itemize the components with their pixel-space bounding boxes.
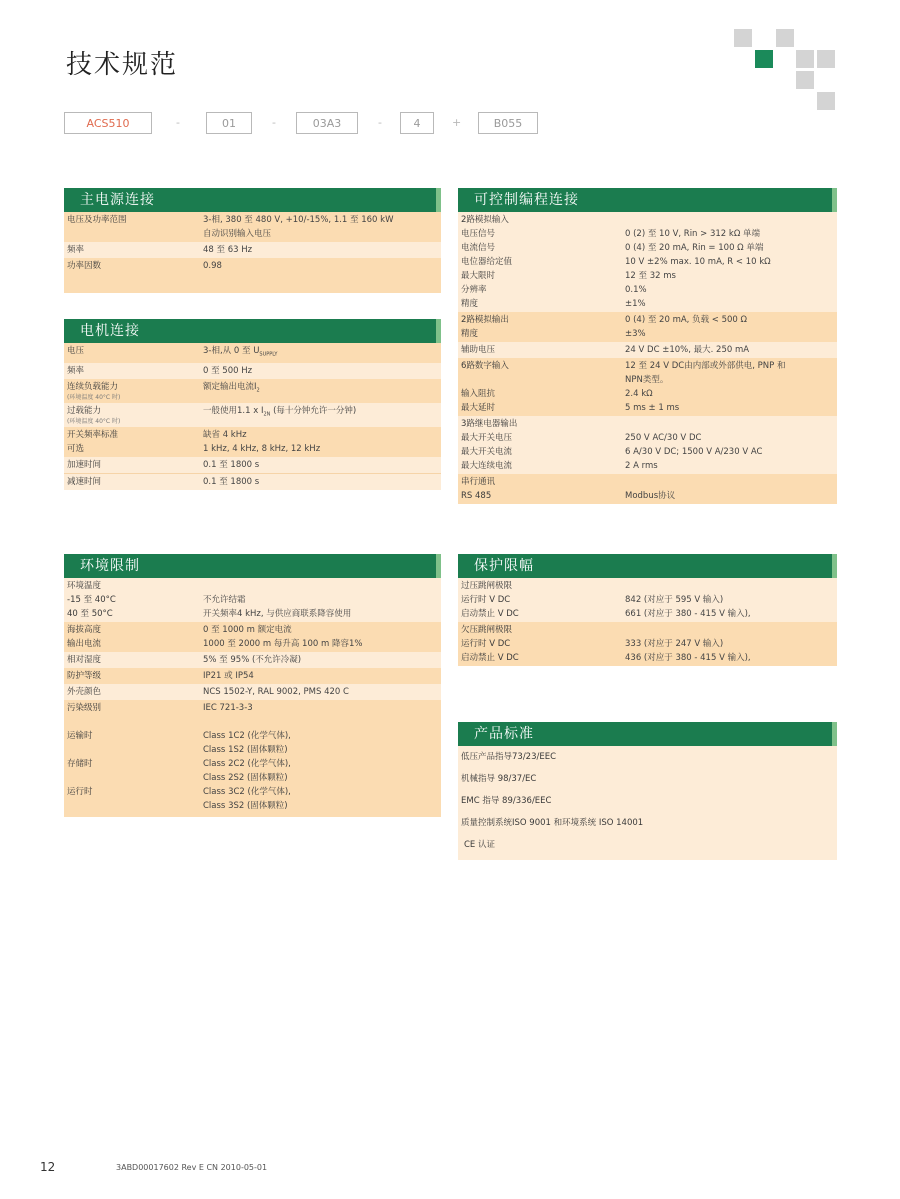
table-row: CE 认证 [458, 834, 837, 860]
section-protection [458, 554, 837, 666]
table-row: 频率 48 至 63 Hz [64, 242, 441, 258]
section-heading: 产品标准 [458, 722, 837, 746]
table-row: 相对湿度 5% 至 95% (不允许冷凝) [64, 652, 441, 668]
table-row: EMC 指导 89/336/EEC [458, 790, 837, 812]
section-heading: 保护限幅 [458, 554, 837, 578]
section-environment [64, 554, 441, 817]
table-row: 质量控制系统ISO 9001 和环境系统 ISO 14001 [458, 812, 837, 834]
code-segment: 01 [206, 112, 252, 134]
section-standards [458, 722, 837, 860]
table-row: 欠压跳闸极限 运行时 V DC 启动禁止 V DC 333 (对应于 247 V 输入) 436 (对应于 380 - 415 V 输入), [458, 622, 837, 666]
section-heading: 环境限制 [64, 554, 441, 578]
table-row: 环境温度 -15 至 40°C 40 至 50°C 不允许结霜 开关频率4 kHz, 与供应商联系降容使用 [64, 578, 441, 622]
table-row: 2路模拟输出 精度 0 (4) 至 20 mA, 负载 < 500 Ω ±3% [458, 312, 837, 342]
table-row: 外壳颜色 NCS 1502-Y, RAL 9002, PMS 420 C [64, 684, 441, 700]
section-heading: 电机连接 [64, 319, 441, 343]
section-control [458, 188, 837, 504]
table-row: 2路模拟输入 电压信号 电流信号 电位器给定值 最大限时 分辨率 精度 0 (2) 至 10 V, Rin > 312 kΩ 单端 0 (4) 至 20 mA, Rin = 100 Ω 单端 10 V ±2% max. 10 mA, R < 10 kΩ 12 至 32 ms 0.1% ±1% [458, 212, 837, 312]
table-row: 过压跳闸极限 运行时 V DC 启动禁止 V DC 842 (对应于 595 V 输入) 661 (对应于 380 - 415 V 输入), [458, 578, 837, 622]
page-title: 技术规范 [66, 50, 179, 80]
table-row: 连续负载能力 (环境温度 40°C 时) 额定输出电流$I_2$ [64, 379, 441, 403]
table-row: 防护等级 IP21 或 IP54 [64, 668, 441, 684]
table-row: 过载能力 (环境温度 40°C 时) 一般使用1.1 x $I_{2N}$ (每十分钟允许一分钟) [64, 403, 441, 427]
section-main-power [64, 188, 441, 293]
table-row: 3路继电器输出 最大开关电压 最大开关电流 最大连续电流 250 V AC/30 V DC 6 A/30 V DC; 1500 V A/230 V AC 2 A rms [458, 416, 837, 474]
table-row: 机械指导 98/37/EC [458, 768, 837, 790]
table-row: 电压及功率范围 3-相, 380 至 480 V, +10/-15%, 1.1 至 160 kW 自动识别输入电压 [64, 212, 441, 242]
table-row: 电压 3-相,从 0 至 $U_{SUPPLY}$ [64, 343, 441, 363]
code-option: B055 [478, 112, 538, 134]
table-row: 6路数字输入 输入阻抗 最大延时 12 至 24 V DC由内部或外部供电, PNP 和 NPN类型。 2.4 kΩ 5 ms ± 1 ms [458, 358, 837, 416]
page-number: 12 [40, 1160, 56, 1174]
table-row: 辅助电压 24 V DC ±10%, 最大. 250 mA [458, 342, 837, 358]
section-heading: 主电源连接 [64, 188, 441, 212]
table-row: 功率因数 0.98 [64, 258, 441, 293]
document-id: 3ABD00017602 Rev E CN 2010-05-01 [116, 1163, 268, 1172]
code-product: ACS510 [64, 112, 152, 134]
table-row: 海拔高度 输出电流 0 至 1000 m 额定电流 1000 至 2000 m 每升高 100 m 降容1% [64, 622, 441, 652]
section-motor [64, 319, 441, 490]
section-heading: 可控制编程连接 [458, 188, 837, 212]
table-row: 低压产品指导73/23/EEC [458, 746, 837, 768]
code-rating: 03A3 [296, 112, 358, 134]
table-row: 加速时间 0.1 至 1800 s [64, 457, 441, 473]
table-row: 串行通讯 RS 485 Modbus协议 [458, 474, 837, 504]
table-row: 开关频率标准 可选 缺省 4 kHz 1 kHz, 4 kHz, 8 kHz, 12 kHz [64, 427, 441, 457]
table-row: 污染级别 运输时 存储时 运行时 IEC 721-3-3 Class 1C2 (化学气体), Class 1S2 (固体颗粒) Class 2C2 (化学气体), Class 2S2 (固体颗粒) Class 3C2 (化学气体), Class 3S2 (固体颗粒) [64, 700, 441, 817]
table-row: 减速时间 0.1 至 1800 s [64, 473, 441, 490]
table-row: 频率 0 至 500 Hz [64, 363, 441, 379]
code-voltage: 4 [400, 112, 434, 134]
